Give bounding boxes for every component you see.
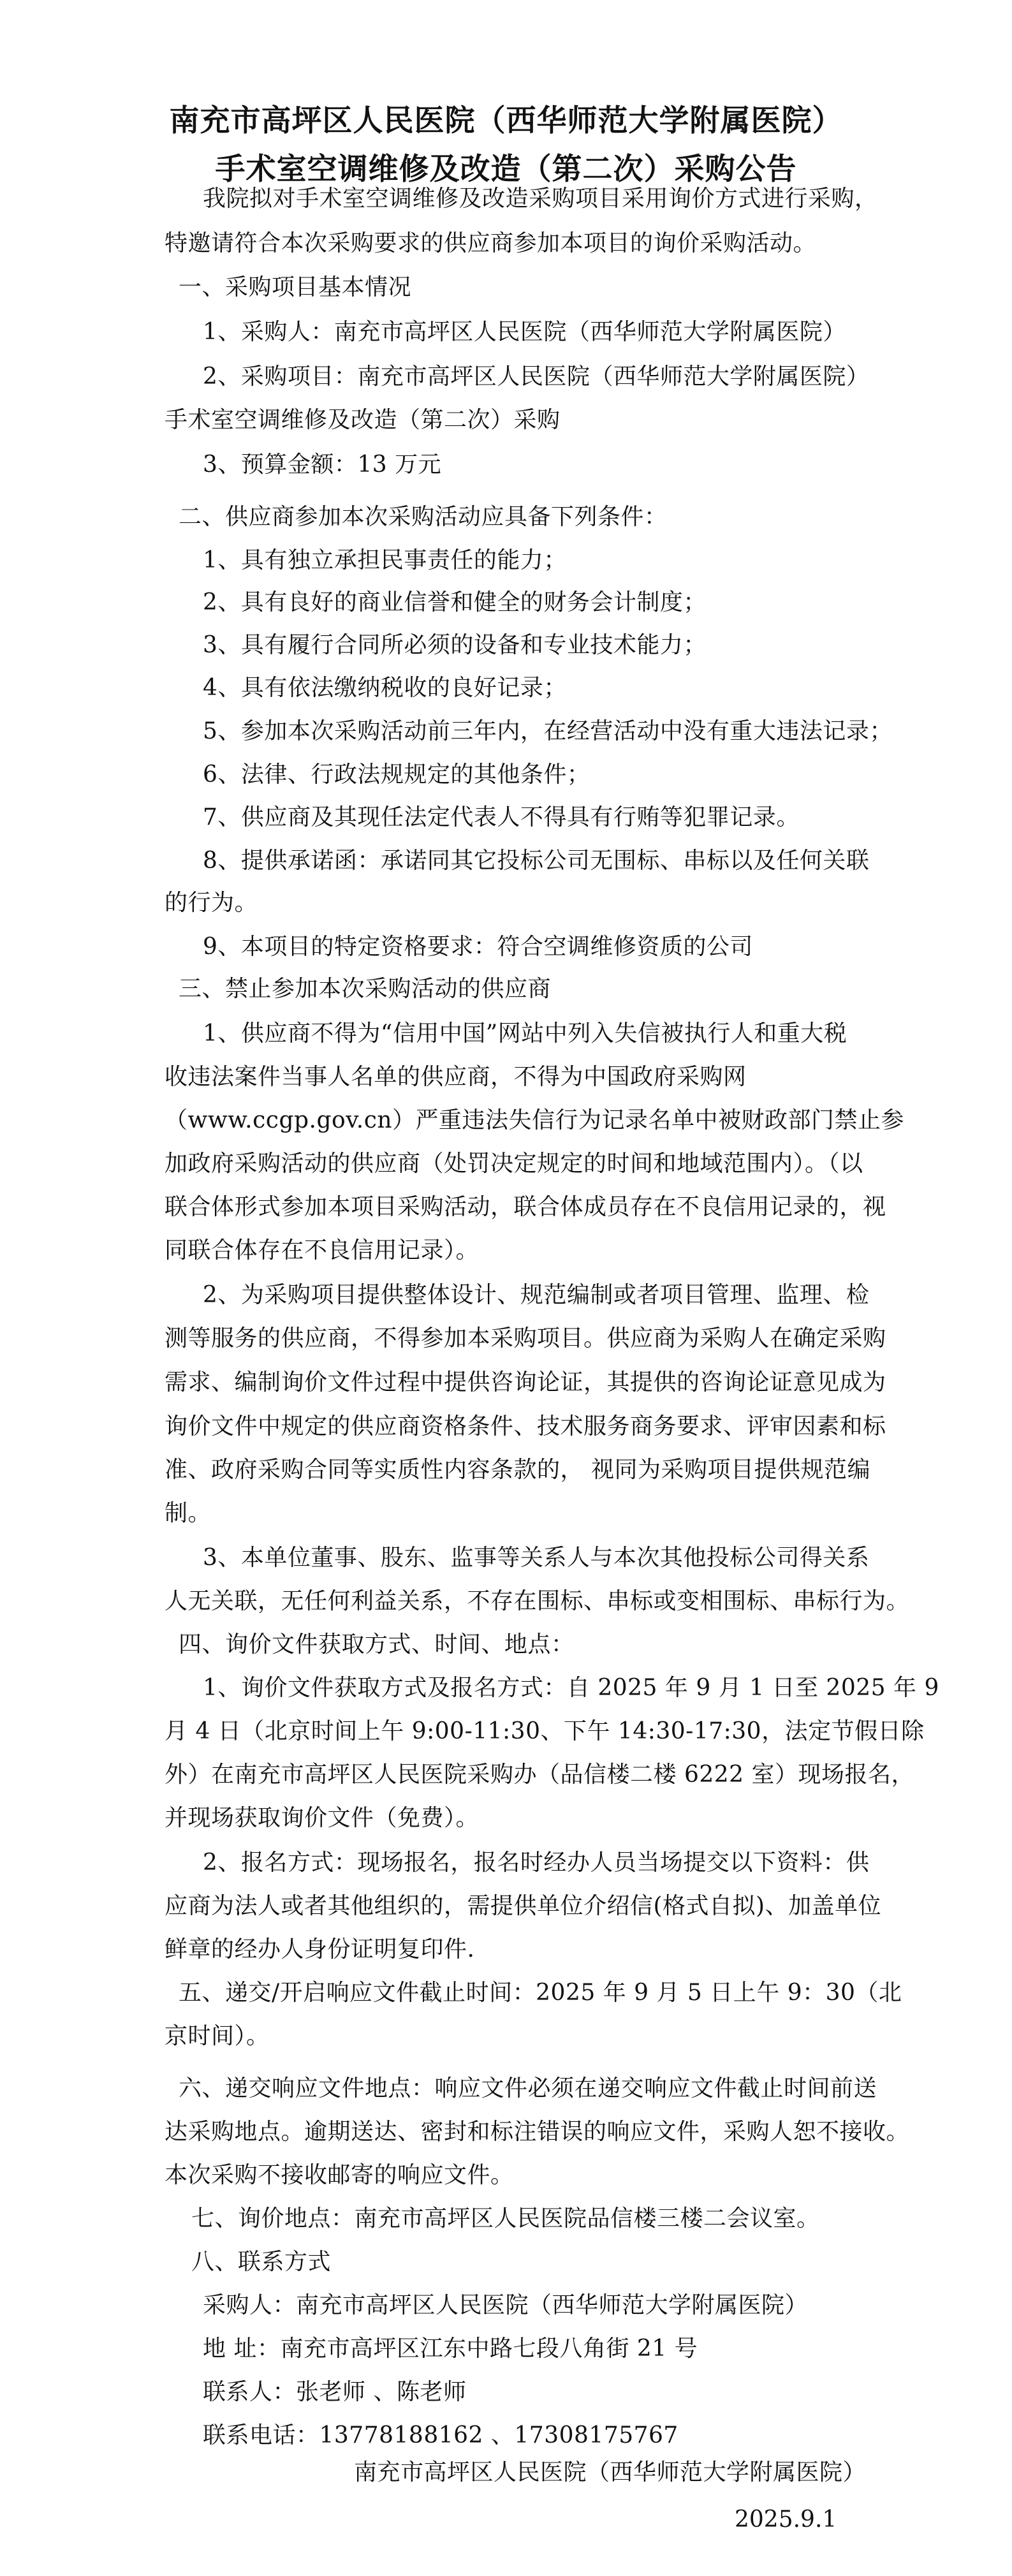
body-line: 南充市高坪区人民医院（西华师范大学附属医院） (354, 2459, 867, 2485)
body-line: 三、禁止参加本次采购活动的供应商 (179, 976, 552, 1002)
body-line: 1、采购人：南充市高坪区人民医院（西华师范大学附属医院） (203, 319, 846, 345)
body-line: 制。 (165, 1500, 212, 1526)
body-line: 2、采购项目：南充市高坪区人民医院（西华师范大学附属医院） (203, 364, 870, 390)
notice-title-line2: 手术室空调维修及改造（第二次）采购公告 (215, 152, 797, 187)
body-line: 5、参加本次采购活动前三年内，在经营活动中没有重大违法记录； (203, 718, 893, 744)
body-line: 同联合体存在不良信用记录）。 (165, 1237, 480, 1263)
body-line: 本次采购不接收邮寄的响应文件。 (165, 2162, 514, 2188)
body-line: 准、政府采购合同等实质性内容条款的， 视同为采购项目提供规范编 (165, 1457, 870, 1483)
body-line: 的行为。 (165, 890, 258, 916)
body-line: 鲜章的经办人身份证明复印件. (165, 1936, 475, 1962)
body-line: 五、递交/开启响应文件截止时间：2025 年 9 月 5 日上午 9：30（北 (179, 1980, 902, 2006)
body-line: 采购人：南充市高坪区人民医院（西华师范大学附属医院） (203, 2292, 809, 2318)
body-line: 7、供应商及其现任法定代表人不得具有行贿等犯罪记录。 (203, 804, 800, 830)
body-line: 京时间）。 (165, 2023, 270, 2049)
body-line: 并现场获取询价文件（免费）。 (165, 1805, 480, 1831)
body-line: 外）在南充市高坪区人民医院采购办（品信楼二楼 6222 室）现场报名， (165, 1762, 915, 1788)
notice-title-line1: 南充市高坪区人民医院（西华师范大学附属医院） (169, 103, 843, 138)
body-line: 询价文件中规定的供应商资格条件、技术服务商务要求、评审因素和标 (165, 1413, 886, 1439)
body-line: 1、具有独立承担民事责任的能力； (203, 547, 567, 573)
body-line: 一、采购项目基本情况 (179, 274, 412, 300)
body-line: 我院拟对手术室空调维修及改造采购项目采用询价方式进行采购， (203, 186, 878, 212)
body-line: 人无关联，无任何利益关系，不存在围标、串标或变相围标、串标行为。 (165, 1588, 910, 1614)
body-line: 四、询价文件获取方式、时间、地点： (179, 1631, 575, 1658)
body-line: 二、供应商参加本次采购活动应具备下列条件： (179, 504, 668, 530)
body-line: 2、具有良好的商业信誉和健全的财务会计制度； (203, 589, 707, 615)
body-line: 9、本项目的特定资格要求：符合空调维修资质的公司 (203, 934, 753, 960)
body-line: 6、法律、行政法规规定的其他条件； (203, 762, 590, 788)
notice-date: 2025.9.1 (735, 2506, 837, 2533)
body-line: 八、联系方式 (191, 2249, 332, 2275)
body-line: 六、递交响应文件地点：响应文件必须在递交响应文件截止时间前送 (179, 2075, 877, 2101)
body-line: 2、为采购项目提供整体设计、规范编制或者项目管理、监理、检 (203, 1282, 870, 1308)
body-line: 达采购地点。逾期送达、密封和标注错误的响应文件，采购人恕不接收。 (165, 2119, 910, 2145)
body-line: 联系电话：13778188162 、17308175767 (203, 2422, 678, 2448)
body-line: （www.ccgp.gov.cn）严重违法失信行为记录名单中被财政部门禁止参 (165, 1107, 905, 1133)
body-line: 联系人：张老师 、陈老师 (203, 2379, 467, 2405)
body-line: 联合体形式参加本项目采购活动，联合体成员存在不良信用记录的，视 (165, 1194, 886, 1220)
body-line: 需求、编制询价文件过程中提供咨询论证，其提供的咨询论证意见成为 (165, 1369, 886, 1395)
body-line: 1、询价文件获取方式及报名方式：自 2025 年 9 月 1 日至 2025 年 9 (203, 1675, 939, 1701)
body-line: 4、具有依法缴纳税收的良好记录； (203, 675, 567, 701)
body-line: 测等服务的供应商，不得参加本采购项目。供应商为采购人在确定采购 (165, 1325, 886, 1351)
body-line: 月 4 日（北京时间上午 9:00-11:30、下午 14:30-17:30，法定节假日除 (165, 1718, 925, 1744)
body-line: 3、本单位董事、股东、监事等关系人与本次其他投标公司得关系 (203, 1545, 870, 1571)
body-line: 1、供应商不得为“信用中国”网站中列入失信被执行人和重大税 (203, 1020, 847, 1047)
body-line: 地 址：南充市高坪区江东中路七段八角街 21 号 (203, 2336, 698, 2362)
body-line: 七、询价地点：南充市高坪区人民医院品信楼三楼二会议室。 (191, 2205, 820, 2232)
body-line: 特邀请符合本次采购要求的供应商参加本项目的询价采购活动。 (165, 230, 817, 256)
body-line: 8、提供承诺函：承诺同其它投标公司无围标、串标以及任何关联 (203, 848, 870, 874)
body-line: 加政府采购活动的供应商（处罚决定规定的时间和地域范围内）。（以 (165, 1151, 863, 1177)
body-line: 3、预算金额：13 万元 (203, 452, 442, 478)
body-line: 手术室空调维修及改造（第二次）采购 (165, 407, 561, 433)
body-line: 收违法案件当事人名单的供应商，不得为中国政府采购网 (165, 1064, 747, 1090)
body-line: 2、报名方式：现场报名，报名时经办人员当场提交以下资料：供 (203, 1850, 870, 1876)
body-line: 应商为法人或者其他组织的，需提供单位介绍信(格式自拟)、加盖单位 (165, 1893, 882, 1919)
body-line: 3、具有履行合同所必须的设备和专业技术能力； (203, 632, 707, 658)
